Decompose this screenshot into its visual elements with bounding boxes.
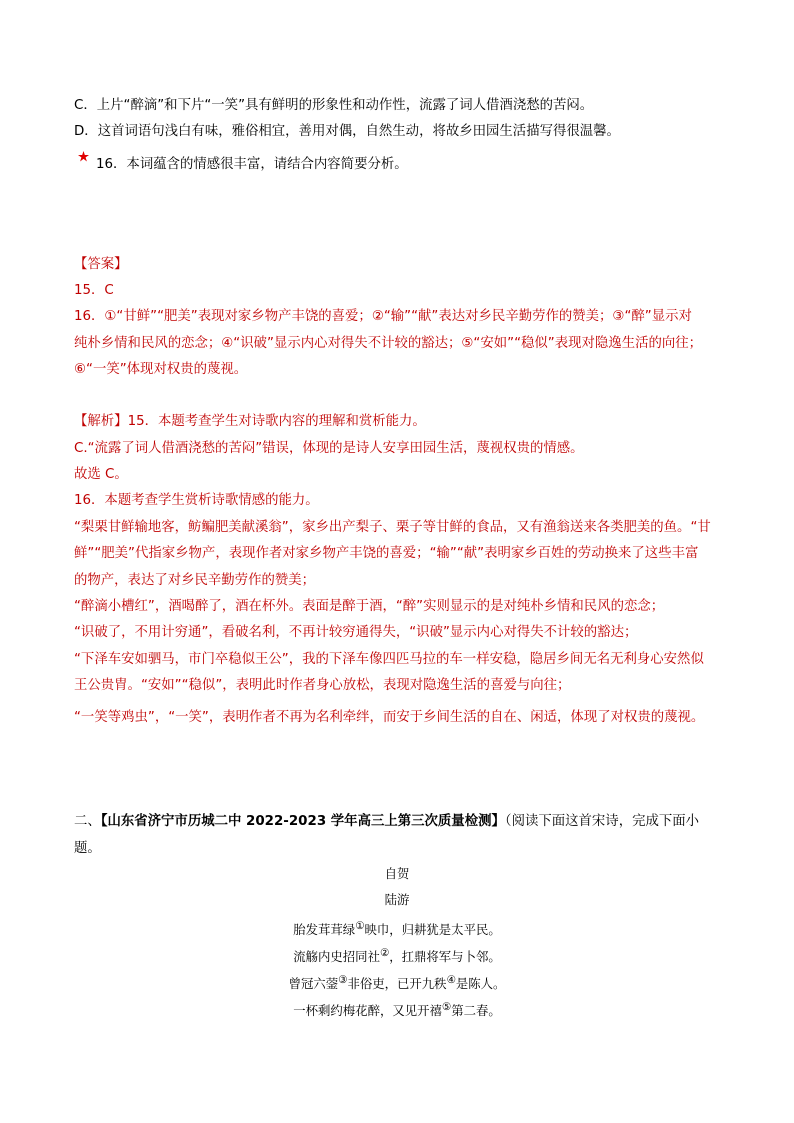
section-2-instruction-line2: 题。: [74, 841, 101, 856]
analysis-line: 故选 C。: [74, 467, 128, 482]
footnote-marker: ②: [379, 947, 390, 959]
star-icon: [78, 151, 89, 162]
poem-title: 自贺: [384, 866, 410, 881]
poem-text: 是陈人。: [455, 976, 506, 992]
analysis-line: C.“流露了词人借酒浇愁的苦闷”错误，体现的是诗人安享田园生活，蔑视权贵的情感。: [74, 441, 584, 456]
analysis-first-line: [74, 412, 426, 432]
analysis-line: “识破了，不用计穷通”，看破名利，不再计较穷通得失，“识破”显示内心对得失不计较的豁达；: [74, 625, 638, 640]
question-16: 16．本词蕴含的情感很丰富，请结合内容简要分析。: [96, 157, 408, 172]
analysis-line: “醉滴小槽红”，酒喝醉了，酒在杯外。表面是醉于酒，“醉”实则显示的是对纯朴乡情和民风的恋念；: [74, 599, 665, 614]
poem-text: ，扛鼎将军与卜邻。: [389, 949, 501, 965]
analysis-line: 的物产，表达了对乡民辛勤劳作的赞美；: [74, 573, 316, 588]
section-2-instruction: （阅读下面这首宋诗，完成下面小: [504, 814, 700, 829]
poem-text: 流觞内史招同社: [293, 949, 380, 965]
poem-line: [0, 944, 794, 966]
analysis-line: “下泽车安如驷马，市门卒稳似王公”，我的下泽车像四匹马拉的车一样安稳，隐居乡间无名无利身心安然似: [74, 652, 704, 667]
option-d: D．这首词语句浅白有味，雅俗相宜，善用对偶，自然生动，将故乡田园生活描写得很温馨。: [74, 124, 620, 139]
answer-16-line: 16．①“甘鲜”“肥美”表现对家乡物产丰饶的喜爱；②“输”“献”表达对乡民辛勤劳作的赞美；③“醉”显示对: [74, 309, 692, 324]
option-c: C．上片“醉滴”和下片“一笑”具有鲜明的形象性和动作性，流露了词人借酒浇愁的苦闷。: [74, 98, 594, 113]
analysis-line: 王公贵胄。“安如”“稳似”，表明此时作者身心放松，表现对隐逸生活的喜爱与向往；: [74, 678, 571, 693]
poem-text: 非俗吏，已开九秩: [347, 976, 447, 992]
poem-text: 曾冠六蓥: [288, 976, 339, 992]
analysis-line: 16．本题考查学生赏析诗歌情感的能力。: [74, 493, 319, 508]
answer-16-line: ⑥“一笑”体现对权贵的蔑视。: [74, 362, 248, 377]
analysis-line: “梨栗甘鲜输地客，鲂鳊肥美献溪翁”，家乡出产梨子、栗子等甘鲜的食品，又有渔翁送来各类肥美的鱼。“甘: [74, 520, 711, 535]
answer-15: 15．C: [74, 283, 114, 298]
section-2-source: 【山东省济宁市历城二中 2022-2023 学年高三上第三次质量检测】: [100, 814, 505, 829]
footnote-marker: ⑤: [441, 1001, 452, 1013]
poem-author: 陆游: [384, 892, 410, 907]
poem-text: 映巾，归耕犹是太平民。: [364, 922, 501, 938]
poem-text: 一杯剩约梅花醉，又见开禧: [293, 1003, 442, 1019]
poem-line: [0, 998, 794, 1020]
section-2-header: [74, 812, 699, 832]
analysis-line: “一笑等鸡虫”，“一笑”，表明作者不再为名利牵绊，而安于乡间生活的自在、闲适，体现了对权贵的蔑视。: [74, 710, 705, 725]
poem-text: 第二春。: [451, 1003, 501, 1019]
analysis-15-intro: 15．本题考查学生对诗歌内容的理解和赏析能力。: [127, 414, 426, 429]
poem-line: [0, 917, 794, 939]
poem-line: [0, 971, 794, 993]
answer-heading: 【答案】: [74, 257, 128, 272]
answer-16-line: 纯朴乡情和民风的恋念；④“识破”显示内心对得失不计较的豁达；⑤“安如”“稳似”表现对隐逸生活的向往；: [74, 336, 703, 351]
analysis-heading: 【解析】: [74, 414, 128, 429]
analysis-line: 鲜”“肥美”代指家乡物产，表现作者对家乡物产丰饶的喜爱；“输”“献”表明家乡百姓的劳动换来了这些丰富: [74, 546, 699, 561]
footnote-marker: ④: [446, 974, 456, 986]
poem-text: 胎发茸茸绿: [293, 922, 356, 938]
footnote-marker: ①: [355, 920, 365, 932]
footnote-marker: ③: [338, 974, 348, 986]
section-2-prefix: 二、: [74, 814, 101, 829]
